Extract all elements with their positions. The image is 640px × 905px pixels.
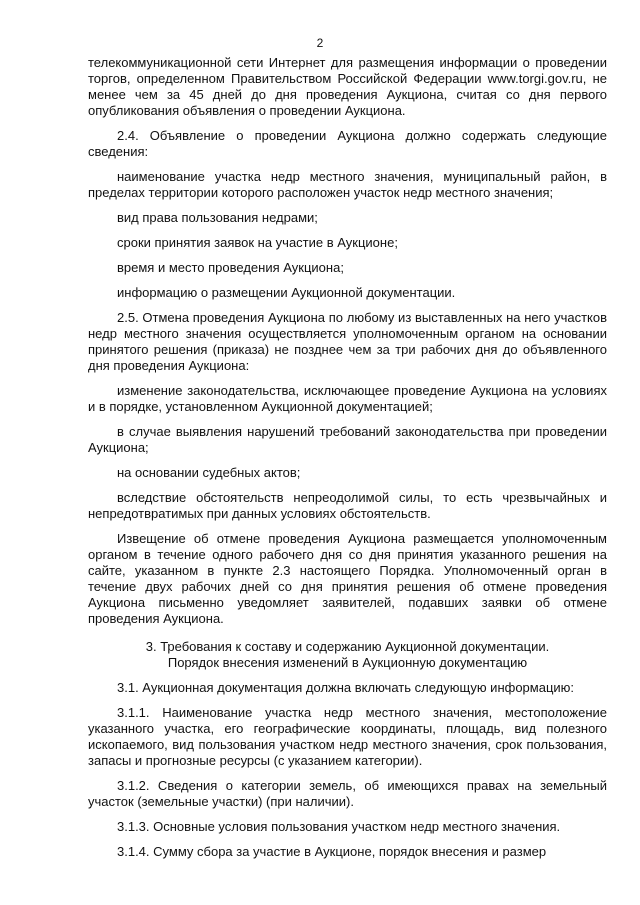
list-item-violations: в случае выявления нарушений требований законодательства при проведении Аукциона; [88, 424, 607, 455]
list-item-application-terms: сроки принятия заявок на участие в Аукционе; [117, 235, 398, 250]
paragraph-continuation: телекоммуникационной сети Интернет для размещения информации о проведении торгов, определенном Правительством Российской Федерации www.torgi.gov.ru, не менее чем за 45 дней до дня проведения Аукциона, считая со дня первого опубликования объявления о проведении Аукциона. [88, 55, 607, 118]
list-item-force-majeure: вследствие обстоятельств непреодолимой силы, то есть чрезвычайных и непредотвратимых при данных условиях обстоятельств. [88, 490, 607, 521]
paragraph-cancellation-notice: Извещение об отмене проведения Аукциона размещается уполномоченным органом в течение одного рабочего дня со дня принятия указанного решения на сайте, указанном в пункте 2.3 настоящего Порядка. Уполномоченный орган в течение двух рабочих дней со дня принятия решения об отмене проведения Аукциона письменно уведомляет заявителей, подавших заявки об отмене проведения Аукциона. [88, 531, 607, 626]
list-item-time-place: время и место проведения Аукциона; [117, 260, 344, 275]
page-number: 2 [316, 36, 324, 50]
list-item-subsoil-name: наименование участка недр местного значения, муниципальный район, в пределах территории которого расположен участок недр местного значения; [88, 169, 607, 200]
paragraph-2-5: 2.5. Отмена проведения Аукциона по любому из выставленных на него участков недр местного значения осуществляется уполномоченным органом на основании принятого решения (приказа) не позднее чем за три рабочих дня до объявленного дня проведения Аукциона: [88, 310, 607, 373]
list-item-legislation-change: изменение законодательства, исключающее проведение Аукциона на условиях и в порядке, установленном Аукционной документацией; [88, 383, 607, 414]
paragraph-3-1: 3.1. Аукционная документация должна включать следующую информацию: [117, 680, 575, 695]
document-body [88, 55, 607, 860]
list-item-documentation-info: информацию о размещении Аукционной документации. [117, 285, 456, 300]
section-3-heading [88, 639, 607, 671]
list-item-right-type: вид права пользования недрами; [117, 210, 318, 225]
section-3-heading-line-2: Порядок внесения изменений в Аукционную документацию [167, 655, 528, 670]
paragraph-3-1-1: 3.1.1. Наименование участка недр местного значения, местоположение указанного участка, его географические координаты, площадь, вид полезного ископаемого, вид пользования участком недр местного значения, срок пользования, запасы и прогнозные ресурсы (с указанием категории). [88, 705, 607, 768]
paragraph-3-1-4: 3.1.4. Сумму сбора за участие в Аукционе, порядок внесения и размер [117, 844, 547, 859]
paragraph-2-4: 2.4. Объявление о проведении Аукциона должно содержать следующие сведения: [88, 128, 607, 159]
list-item-court-acts: на основании судебных актов; [117, 465, 301, 480]
paragraph-3-1-2: 3.1.2. Сведения о категории земель, об имеющихся правах на земельный участок (земельные участки) (при наличии). [88, 778, 607, 809]
paragraph-3-1-3: 3.1.3. Основные условия пользования участком недр местного значения. [117, 819, 561, 834]
section-3-heading-line-1: 3. Требования к составу и содержанию Аукционной документации. [145, 639, 550, 654]
